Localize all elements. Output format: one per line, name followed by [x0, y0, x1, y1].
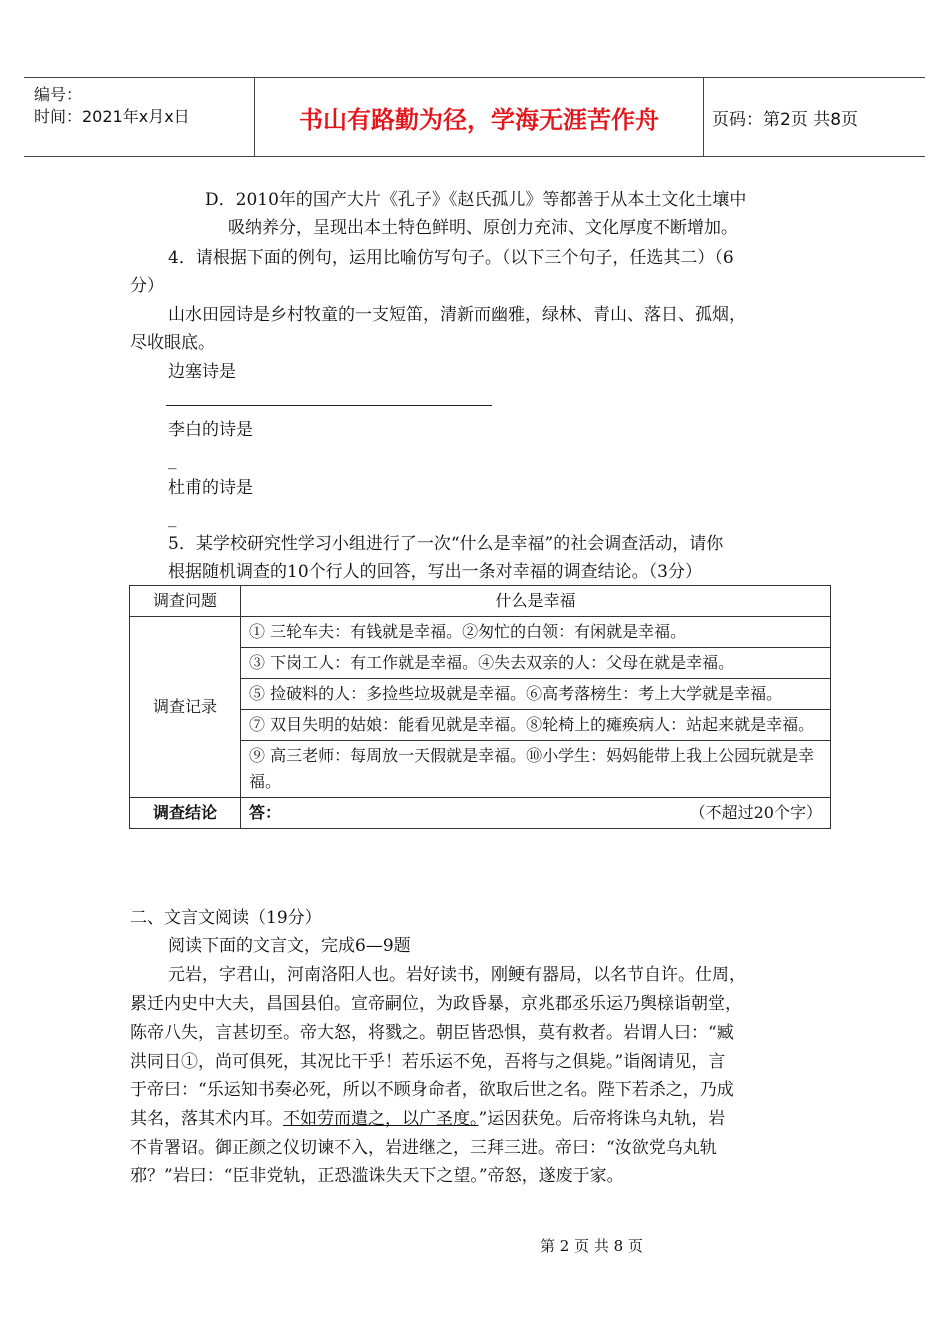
option-d-line2: 吸纳养分，呈现出本土特色鲜明、原创力充沛、文化厚度不断增加。: [228, 218, 738, 238]
blank-li-bai: _: [168, 450, 177, 470]
prompt-du-fu: 杜甫的诗是: [168, 478, 253, 498]
underlined-sentence: 不如劳而遣之，以广圣度。: [283, 1109, 479, 1129]
passage-line: 陈帝八失，言甚切至。帝大怒，将戮之。朝臣皆恐惧，莫有救者。岩谓人曰：“臧: [130, 1023, 734, 1043]
number-label: 编号：: [34, 85, 83, 104]
answer-label: 答：: [249, 803, 282, 822]
table-row: [130, 617, 831, 648]
header-page-info: 页码：第2页 共8页: [712, 109, 859, 130]
prompt-li-bai: 李白的诗是: [168, 420, 253, 440]
records-label: 调查记录: [130, 617, 241, 798]
table-header-row: [130, 586, 831, 617]
section2-title: 二、文言文阅读（19分）: [130, 908, 322, 928]
record-cell: ① 三轮车夫：有钱就是幸福。②匆忙的白领：有闲就是幸福。: [241, 617, 831, 648]
header-motto: 书山有路勤为径，学海无涯苦作舟: [255, 78, 704, 156]
answer-cell[interactable]: [241, 798, 831, 829]
passage-segment: ”运因获免。后帝将诛乌丸轨，岩: [478, 1109, 726, 1129]
passage-line: 累迁内史中大夫，昌国县伯。宣帝嗣位，为政昏暴，京兆郡丞乐运乃舆榇诣朝堂，: [130, 994, 742, 1014]
blank-du-fu: _: [168, 508, 177, 528]
col-header-question: 调查问题: [130, 586, 241, 617]
passage-segment: 其名，落其术内耳。: [130, 1109, 283, 1129]
header-meta-cell: [24, 78, 255, 156]
passage-line: 于帝曰：“乐运知书奏必死，所以不顾身命者，欲取后世之名。陛下若杀之，乃成: [130, 1080, 734, 1100]
survey-table: [129, 585, 831, 829]
answer-note: （不超过20个字）: [689, 803, 822, 822]
example-line2: 尽收眼底。: [130, 333, 215, 353]
record-cell: ⑦ 双目失明的姑娘：能看见就是幸福。⑧轮椅上的瘫痪病人：站起来就是幸福。: [241, 710, 831, 741]
passage-line: 洪同日①，尚可俱死，其况比干乎！若乐运不免，吾将与之俱毙。”诣阁请见，言: [130, 1052, 726, 1072]
option-d-line1: D．2010年的国产大片《孔子》《赵氏孤儿》等都善于从本土文化土壤中: [205, 190, 747, 210]
conclusion-label: 调查结论: [130, 798, 241, 829]
question5-line1: 5．某学校研究性学习小组进行了一次“什么是幸福”的社会调查活动，请你: [168, 534, 724, 554]
passage-line: 不肯署诏。御正颜之仪切谏不入，岩进继之，三拜三进。帝曰：“汝欲党乌丸轨: [130, 1138, 717, 1158]
record-cell: ⑨ 高三老师：每周放一天假就是幸福。⑩小学生：妈妈能带上我上公园玩就是幸福。: [241, 741, 831, 798]
passage-line: 邪？”岩曰：“臣非党轨，正恐滥诛失天下之望。”帝怒，遂废于家。: [130, 1166, 624, 1186]
passage-line-underlined: [130, 1107, 725, 1131]
section2-instruction: 阅读下面的文言文，完成6—9题: [168, 936, 411, 956]
time-label: 时间：2021年x月x日: [34, 107, 190, 126]
answer-blank-line: [166, 405, 492, 406]
question5-line2: 根据随机调查的10个行人的回答，写出一条对幸福的调查结论。（3分）: [168, 562, 702, 582]
question4-line1: 4．请根据下面的例句，运用比喻仿写句子。（以下三个句子，任选其二）（6: [168, 248, 734, 268]
question4-line2: 分）: [130, 276, 164, 296]
passage-line: 元岩，字君山，河南洛阳人也。岩好读书，刚鲠有器局，以名节自许。仕周，: [168, 965, 746, 985]
prompt-frontier-poetry: 边塞诗是: [168, 362, 236, 382]
record-cell: ③ 下岗工人：有工作就是幸福。④失去双亲的人：父母在就是幸福。: [241, 648, 831, 679]
example-line1: 山水田园诗是乡村牧童的一支短笛，清新而幽雅，绿林、青山、落日、孤烟，: [168, 305, 746, 325]
footer-page-number: 第 2 页 共 8 页: [540, 1237, 643, 1255]
record-cell: ⑤ 捡破料的人：多捡些垃圾就是幸福。⑥高考落榜生：考上大学就是幸福。: [241, 679, 831, 710]
col-header-topic: 什么是幸福: [241, 586, 831, 617]
page-header: [24, 77, 925, 157]
conclusion-row: [130, 798, 831, 829]
